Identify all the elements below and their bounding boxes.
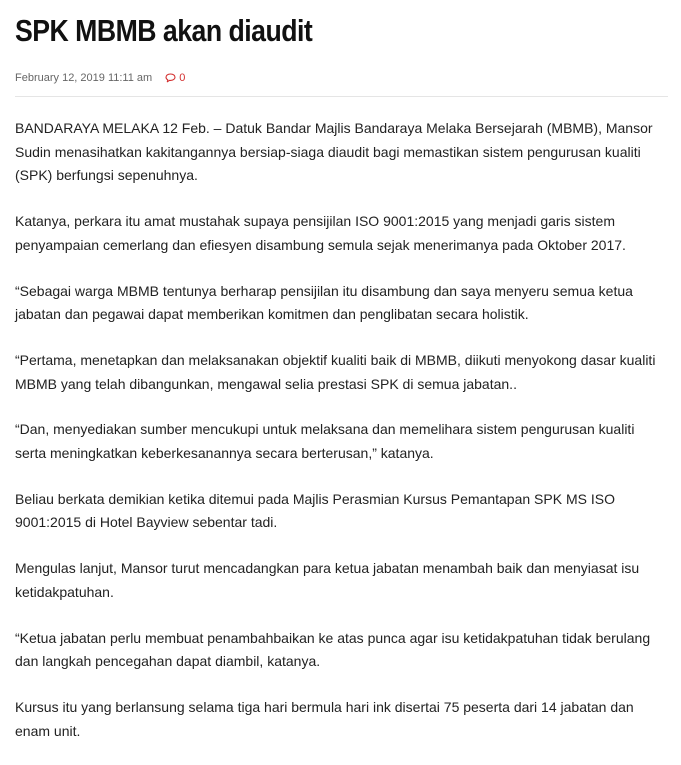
- paragraph: “Sebagai warga MBMB tentunya berharap pensijilan itu disambung dan saya menyeru semua ketua jabatan dan pegawai dapat memberikan komitmen dan penglibatan secara holistik.: [15, 282, 633, 323]
- paragraph: Mengulas lanjut, Mansor turut mencadangkan para ketua jabatan menambah baik dan menyiasat isu ketidakpatuhan.: [15, 560, 640, 600]
- article: [15, 0, 668, 765]
- paragraph: Beliau berkata demikian ketika ditemui pada Majlis Perasmian Kursus Pemantapan SPK MS ISO 9001:2015 di Hotel Bayview sebentar tadi.: [15, 490, 615, 531]
- speech-bubble-icon: [165, 73, 176, 83]
- paragraph: “Dan, menyediakan sumber mencukupi untuk melaksana dan memelihara sistem pengurusan kualiti serta meningkatkan keberkesanannya secara berterusan,” katanya.: [15, 421, 635, 462]
- paragraph: BANDARAYA MELAKA 12 Feb. – Datuk Bandar Majlis Bandaraya Melaka Bersejarah (MBMB), Mansor Sudin menasihatkan kakitangannya bersiap-siaga diaudit bagi memastikan sistem pengurusan kualiti (SPK) berfungsi sepenuhnya.: [15, 120, 653, 184]
- comments-link[interactable]: [165, 71, 185, 85]
- publish-date: February 12, 2019 11:11 am: [15, 72, 153, 84]
- article-body: [15, 117, 668, 743]
- article-meta: [15, 71, 668, 85]
- paragraph: “Ketua jabatan perlu membuat penambahbaikan ke atas punca agar isu ketidakpatuhan tidak berulang dan langkah pencegahan dapat diambil, katanya.: [15, 629, 651, 670]
- paragraph: “Pertama, menetapkan dan melaksanakan objektif kualiti baik di MBMB, diikuti menyokong dasar kualiti MBMB yang telah dibangunkan, mengawal selia prestasi SPK di semua jabatan..: [15, 351, 656, 392]
- paragraph: Katanya, perkara itu amat mustahak supaya pensijilan ISO 9001:2015 yang menjadi garis sistem penyampaian cemerlang dan efiesyen disambung semula sejak menerimanya pada Oktober 2017.: [15, 213, 626, 253]
- article-title: SPK MBMB akan diaudit: [15, 13, 313, 48]
- paragraph: Kursus itu yang berlansung selama tiga hari bermula hari ink disertai 75 peserta dari 14 jabatan dan enam unit.: [15, 698, 634, 739]
- comment-count: 0: [179, 72, 186, 84]
- meta-divider: [15, 96, 668, 97]
